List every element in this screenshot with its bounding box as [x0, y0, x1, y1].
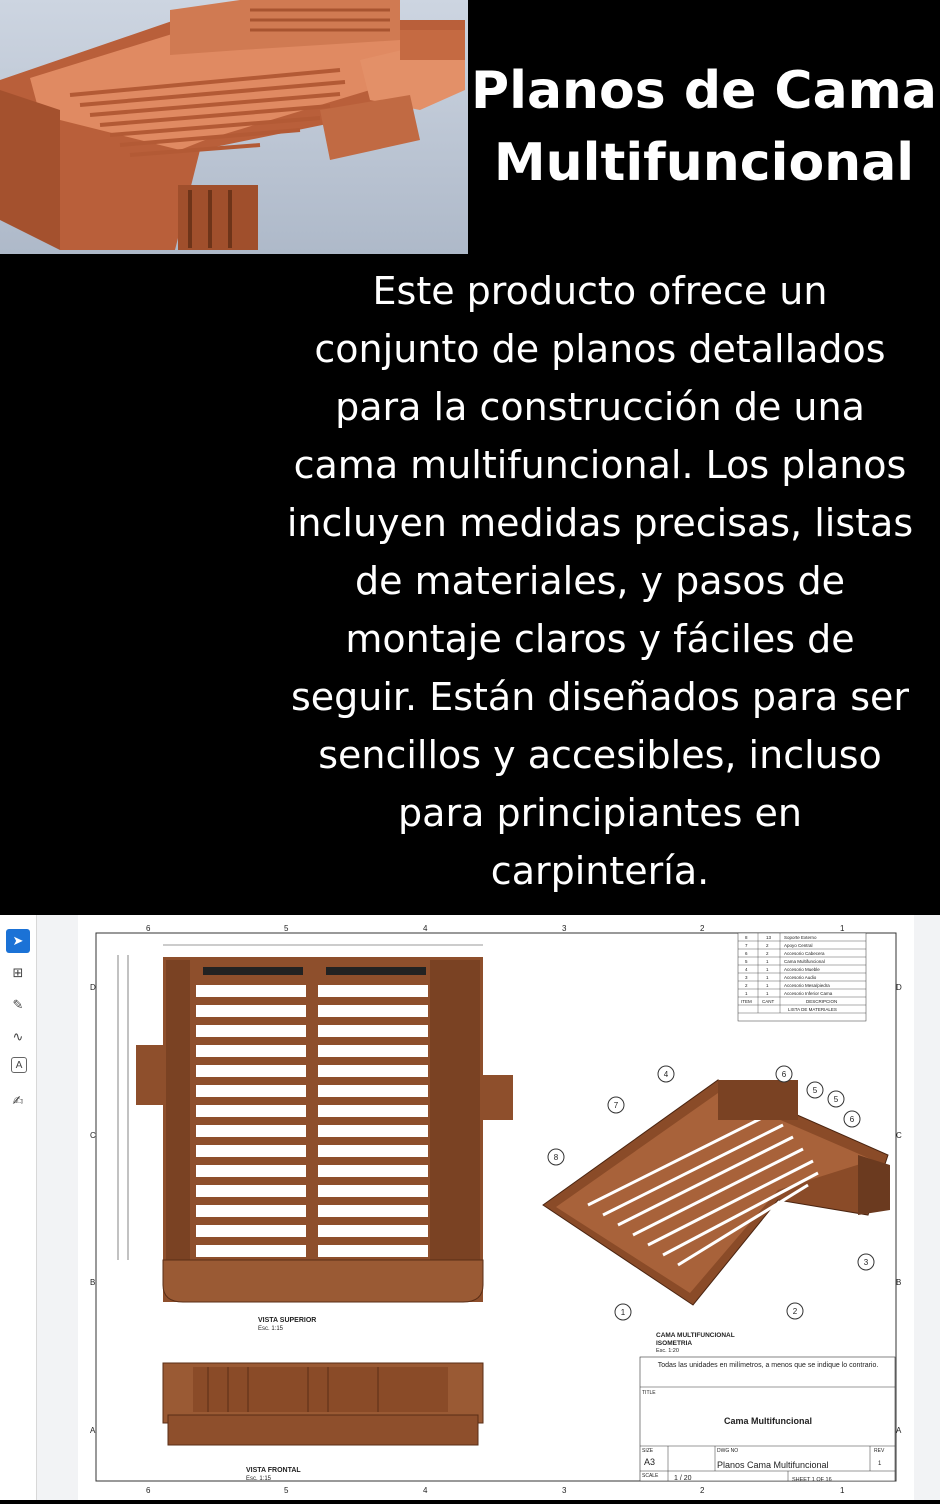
- drawing-text: Accesorio Audio: [784, 975, 817, 980]
- iso-view-scale: Esc. 1:20: [656, 1348, 679, 1354]
- drawing-text: 1 / 20: [674, 1475, 692, 1482]
- drawing-text: SCALE: [642, 1473, 659, 1479]
- drawing-text: Apoyo Central: [784, 943, 813, 948]
- iso-view-sub: ISOMETRIA: [656, 1340, 693, 1347]
- drawing-text: DWG NO: [717, 1448, 739, 1454]
- balloon: 3: [863, 1258, 869, 1267]
- page-title: [468, 0, 940, 254]
- description-line: montaje claros y fáciles de: [345, 617, 855, 661]
- drawing-text: CANT: [762, 999, 775, 1004]
- cad-viewer: [0, 915, 940, 1500]
- description-line: de materiales, y pasos de: [355, 559, 845, 603]
- drawing-text: Accesorio Cabecera: [784, 951, 825, 956]
- annotation-toolbar: [0, 915, 37, 1500]
- zone-label: 1: [840, 924, 845, 933]
- drawing-text: SIZE: [642, 1448, 654, 1454]
- top-view: [118, 945, 513, 1332]
- drawing-text: DESCRIPCION: [806, 999, 838, 1004]
- title-line: Planos de Cama: [471, 61, 937, 121]
- zone-label: D: [896, 983, 902, 992]
- title-block: [640, 1357, 895, 1483]
- zone-label: 4: [423, 1486, 428, 1495]
- front-view-scale: Esc. 1:15: [246, 1476, 272, 1482]
- zone-label: 2: [700, 1486, 705, 1495]
- description-line: carpintería.: [490, 849, 710, 893]
- zone-label: B: [90, 1278, 96, 1287]
- zone-label: 3: [562, 1486, 567, 1495]
- drawing-text: Accesorio Mueble: [784, 967, 820, 972]
- add-comment-icon[interactable]: ⊞: [12, 965, 24, 981]
- balloon: 5: [812, 1086, 818, 1095]
- description-line: sencillos y accesibles, incluso: [318, 733, 882, 777]
- drawing-text: 13: [766, 935, 772, 940]
- drawing-text: 1: [766, 959, 769, 964]
- balloon: 8: [553, 1153, 559, 1162]
- top-view-scale: Esc. 1:15: [258, 1326, 284, 1332]
- zone-label: D: [90, 983, 96, 992]
- drawing-title: Cama Multifuncional: [723, 1416, 813, 1426]
- balloon: 7: [613, 1101, 619, 1110]
- zone-label: 4: [423, 924, 428, 933]
- front-view-label: VISTA FRONTAL: [246, 1467, 301, 1474]
- drawing-text: TITLE: [642, 1390, 656, 1396]
- units-note: Todas las unidades en milímetros, a menos que se indique lo contrario.: [657, 1362, 879, 1369]
- drawing-text: 2: [766, 943, 769, 948]
- description-line: para principiantes en: [398, 791, 802, 835]
- description-line: Este producto ofrece un: [372, 269, 828, 313]
- zone-label: 5: [284, 924, 289, 933]
- cursor-icon[interactable]: ➤: [6, 929, 30, 953]
- bom-table: [738, 933, 866, 1021]
- drawing-text: Accesorio Inferior Cama: [784, 991, 833, 996]
- zone-label: A: [90, 1426, 96, 1435]
- text-box-icon[interactable]: A: [11, 1057, 27, 1073]
- drawing-text: A3: [644, 1457, 656, 1467]
- balloon: 1: [620, 1308, 626, 1317]
- balloon: 6: [781, 1070, 787, 1079]
- pen-icon[interactable]: ✎: [12, 997, 24, 1013]
- bed-render-image: [0, 0, 468, 254]
- drawing-text: LISTA DE MATERIALES: [788, 1007, 837, 1012]
- description-line: incluyen medidas precisas, listas: [286, 501, 914, 545]
- drawing-text: Cama Multifuncional: [784, 959, 825, 964]
- top-view-label: VISTA SUPERIOR: [258, 1317, 317, 1324]
- drawing-text: 1: [766, 991, 769, 996]
- zone-label: 6: [146, 924, 151, 933]
- zone-label: 2: [700, 924, 705, 933]
- drawing-text: 6: [745, 951, 748, 956]
- balloon: 5: [833, 1095, 839, 1104]
- zone-label: 1: [840, 1486, 845, 1495]
- drawing-text: 2: [766, 951, 769, 956]
- iso-view-label: CAMA MULTIFUNCIONAL: [656, 1332, 735, 1339]
- product-description: [270, 262, 930, 900]
- balloon: 2: [792, 1307, 798, 1316]
- description-line: conjunto de planos detallados: [314, 327, 886, 371]
- title-line: Multifuncional: [493, 133, 915, 193]
- drawing-text: 8: [745, 935, 748, 940]
- drawing-text: 1: [766, 975, 769, 980]
- zone-label: 5: [284, 1486, 289, 1495]
- drawing-sheet[interactable]: [78, 915, 914, 1500]
- drawing-number: Planos Cama Multifuncional: [717, 1460, 829, 1470]
- zone-label: C: [90, 1131, 96, 1140]
- front-view: [163, 1363, 483, 1482]
- drawing-text: 4: [745, 967, 748, 972]
- balloon: 4: [663, 1070, 669, 1079]
- drawing-text: 1: [766, 983, 769, 988]
- zone-label: C: [896, 1131, 902, 1140]
- lasso-icon[interactable]: ∿: [12, 1029, 24, 1045]
- zone-label: B: [896, 1278, 902, 1287]
- drawing-text: 5: [745, 959, 748, 964]
- description-line: para la construcción de una: [335, 385, 865, 429]
- zone-label: 3: [562, 924, 567, 933]
- drawing-text: 2: [745, 983, 748, 988]
- drawing-text: REV: [874, 1448, 885, 1454]
- drawing-text: Accesorio Mesa/piedra: [784, 983, 830, 988]
- signature-icon[interactable]: ✍: [12, 1093, 24, 1109]
- drawing-text: 7: [745, 943, 748, 948]
- zone-label: 6: [146, 1486, 151, 1495]
- description-line: cama multifuncional. Los planos: [293, 443, 907, 487]
- balloon: 6: [849, 1115, 855, 1124]
- description-line: seguir. Están diseñados para ser: [290, 675, 910, 719]
- drawing-text: Soporte Externo: [784, 935, 817, 940]
- drawing-text: 1: [745, 991, 748, 996]
- drawing-text: ITEM: [741, 999, 752, 1004]
- drawing-text: 3: [745, 975, 748, 980]
- zone-label: A: [896, 1426, 902, 1435]
- isometric-view: [543, 1080, 890, 1354]
- drawing-text: SHEET 1 OF 16: [792, 1477, 832, 1483]
- drawing-text: 1: [766, 967, 769, 972]
- drawing-text: 1: [878, 1461, 882, 1467]
